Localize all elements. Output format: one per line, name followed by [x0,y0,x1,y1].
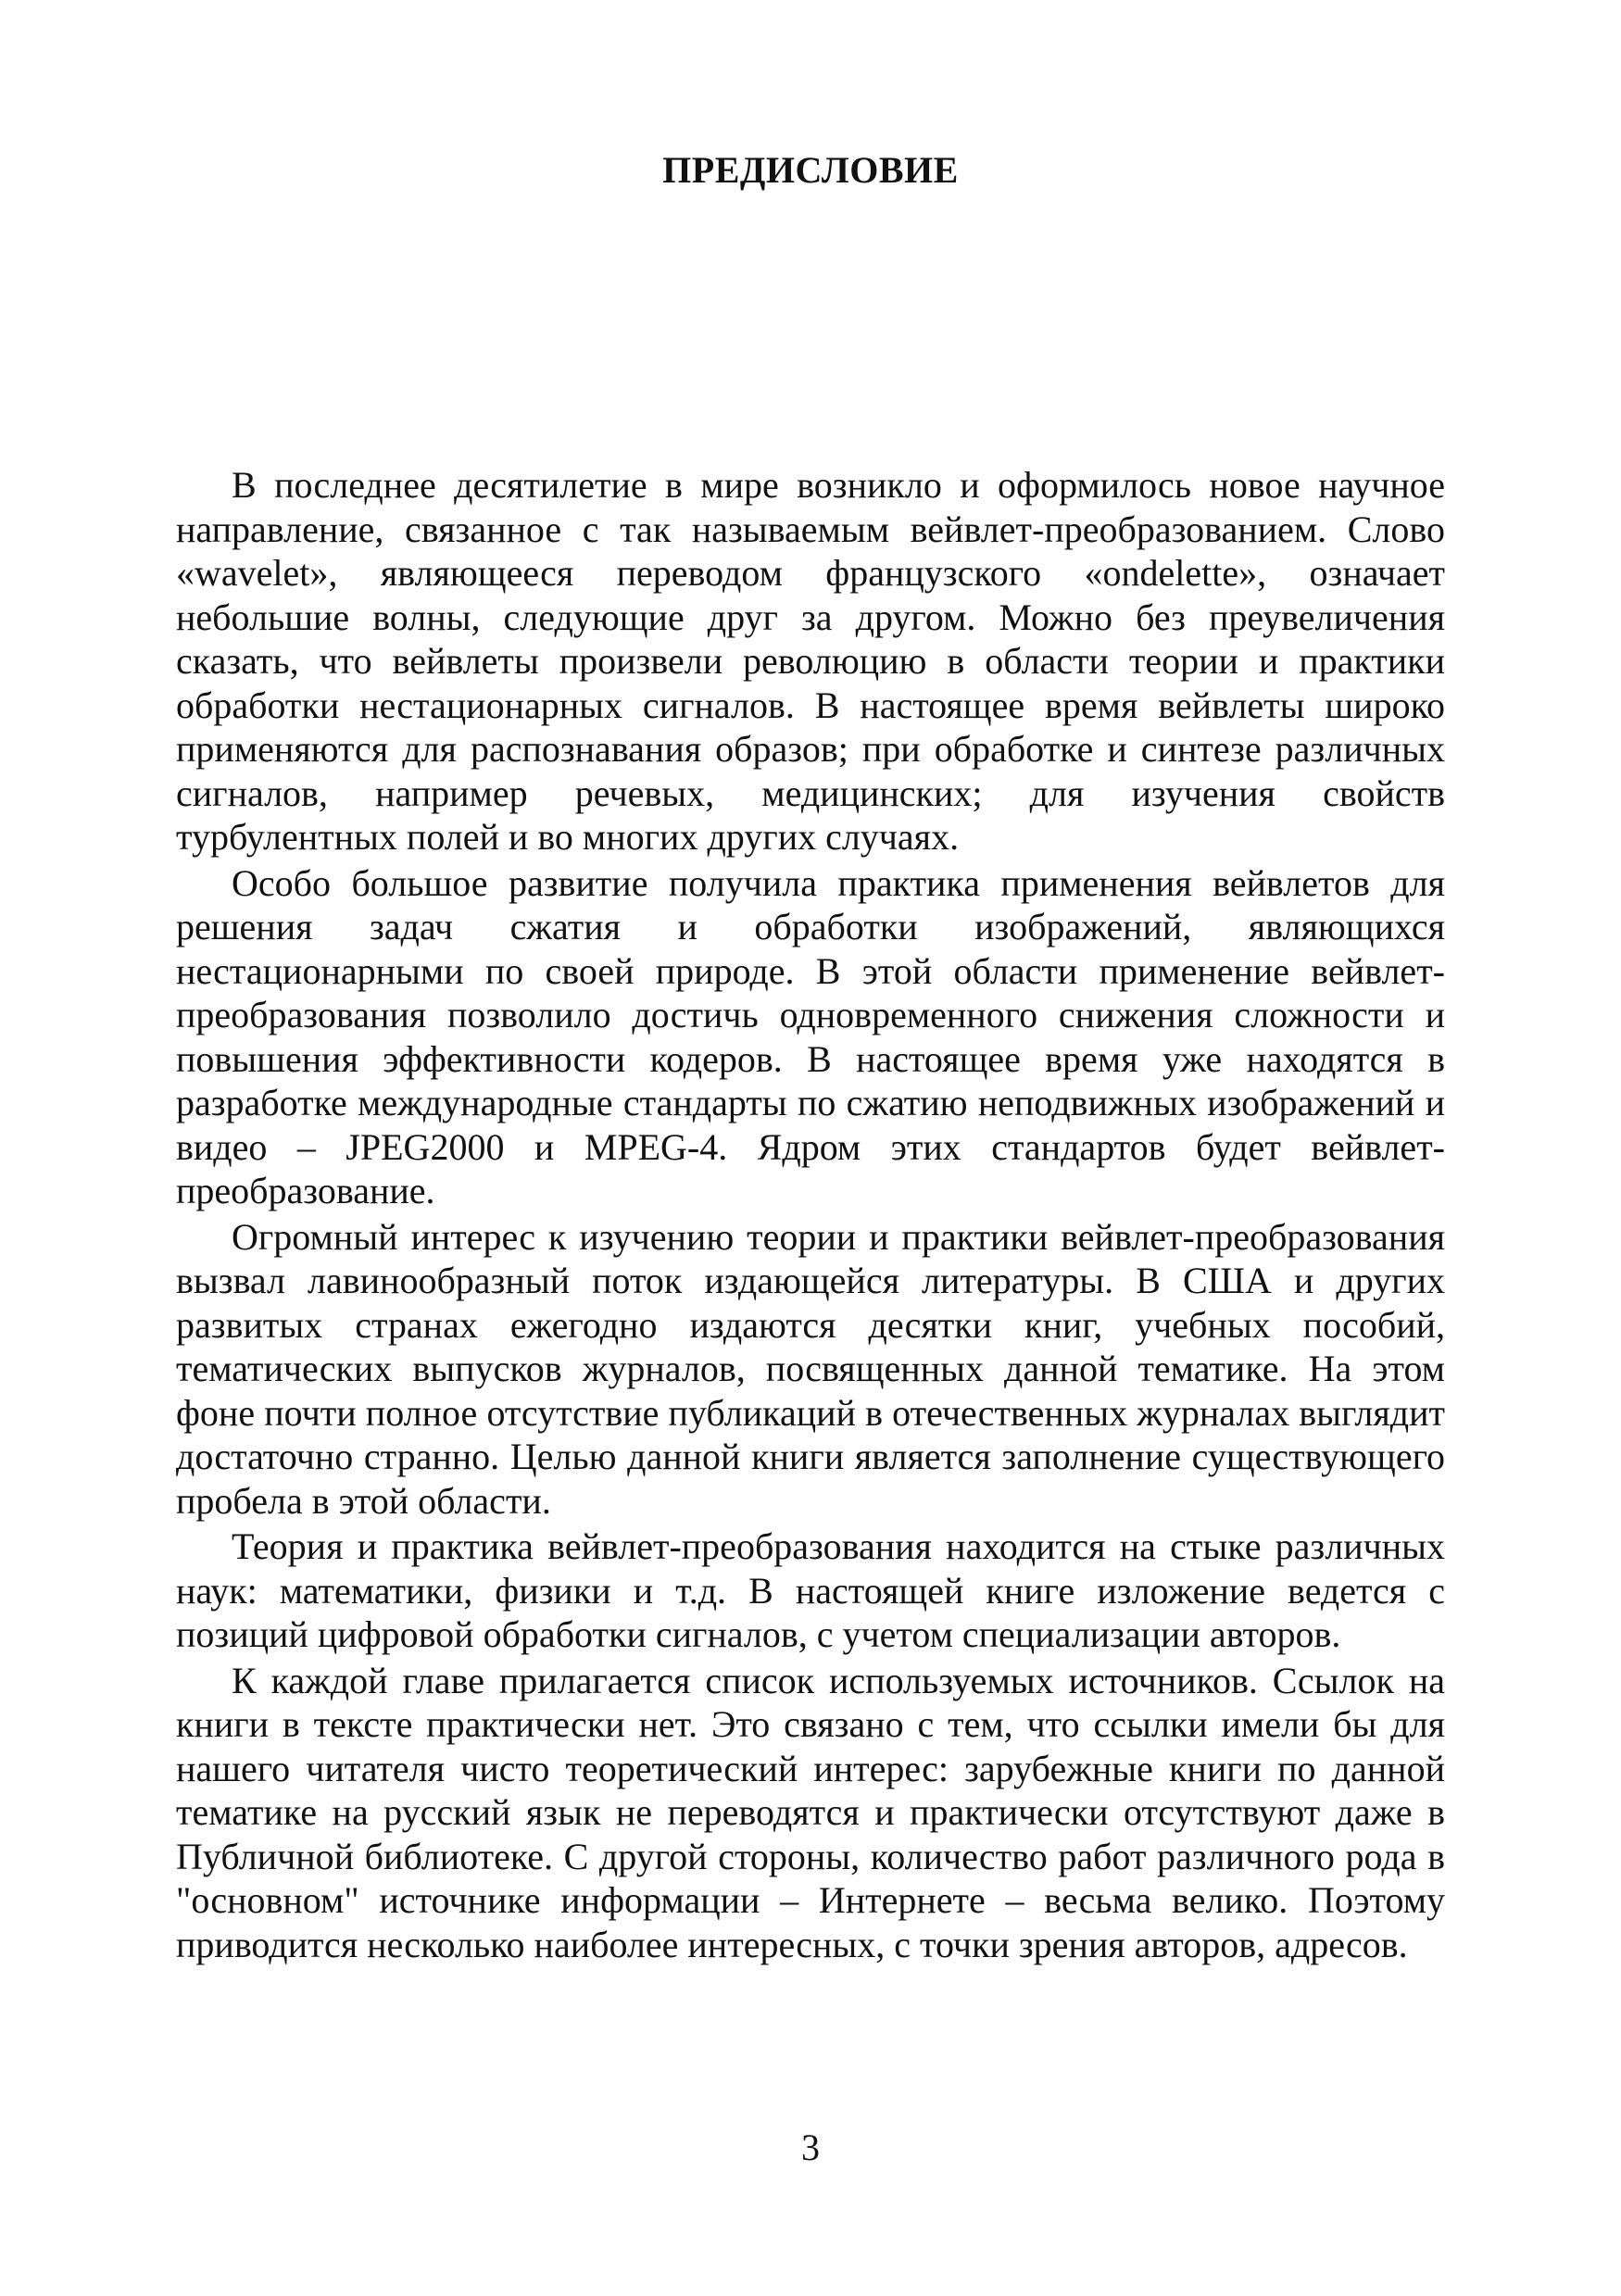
body-text [176,463,1445,1968]
paragraph-4: Теория и практика вейвлет-преобразования находится на стыке различных наук: математики, физики и т.д. В настоящей книге изложение ведется с позиций цифровой обработки сигналов, с учетом специализации авторов. [176,1525,1445,1655]
page-number: 3 [801,2127,820,2168]
paragraph-2: Особо большое развитие получила практика применения вейвлетов для решения задач сжатия и обработки изображений, являющихся нестационарными по своей природе. В этой области применение вейвлет-преобразования позволило достичь одновременного снижения сложности и повышения эффективности кодеров. В настоящее время уже находятся в разработке международные стандарты по сжатию неподвижных изображений и видео – JPEG2000 и MPEG-4. Ядром этих стандартов будет вейвлет-преобразование. [176,861,1445,1211]
paragraph-3: Огромный интерес к изучению теории и практики вейвлет-преобразования вызвал лавинообразный поток издающейся литературы. В США и других развитых странах ежегодно издаются десятки книг, учебных пособий, тематических выпусков журналов, посвященных данной тематике. На этом фоне почти полное отсутствие публикаций в отечественных журналах выглядит достаточно странно. Целью данной книги является заполнение существующего пробела в этой области. [176,1215,1445,1522]
page-title: ПРЕДИСЛОВИЕ [662,149,959,191]
paragraph-1: В последнее десятилетие в мире возникло и оформилось новое научное направление, связанное с так называемым вейвлет-преобразованием. Слово «wavelet», являющееся переводом французского «ondelette», означает небольшие волны, следующие друг за другом. Можно без преувеличения сказать, что вейвлеты произвели революцию в области теории и практики обработки нестационарных сигналов. В настоящее время вейвлеты широко применяются для распознавания образов; при обработке и синтезе различных сигналов, например речевых, медицинских; для изучения свойств турбулентных полей и во многих других случаях. [176,464,1445,858]
paragraph-5: К каждой главе прилагается список используемых источников. Ссылок на книги в тексте практически нет. Это связано с тем, что ссылки имели бы для нашего читателя чисто теоретический интерес: зарубежные книги по данной тематике на русский язык не переводятся и практически отсутствуют даже в Публичной библиотеке. С другой стороны, количество работ различного рода в "основном" источнике информации – Интернете – весьма велико. Поэтому приводится несколько наиболее интересных, с точки зрения авторов, адресов. [176,1659,1445,1965]
